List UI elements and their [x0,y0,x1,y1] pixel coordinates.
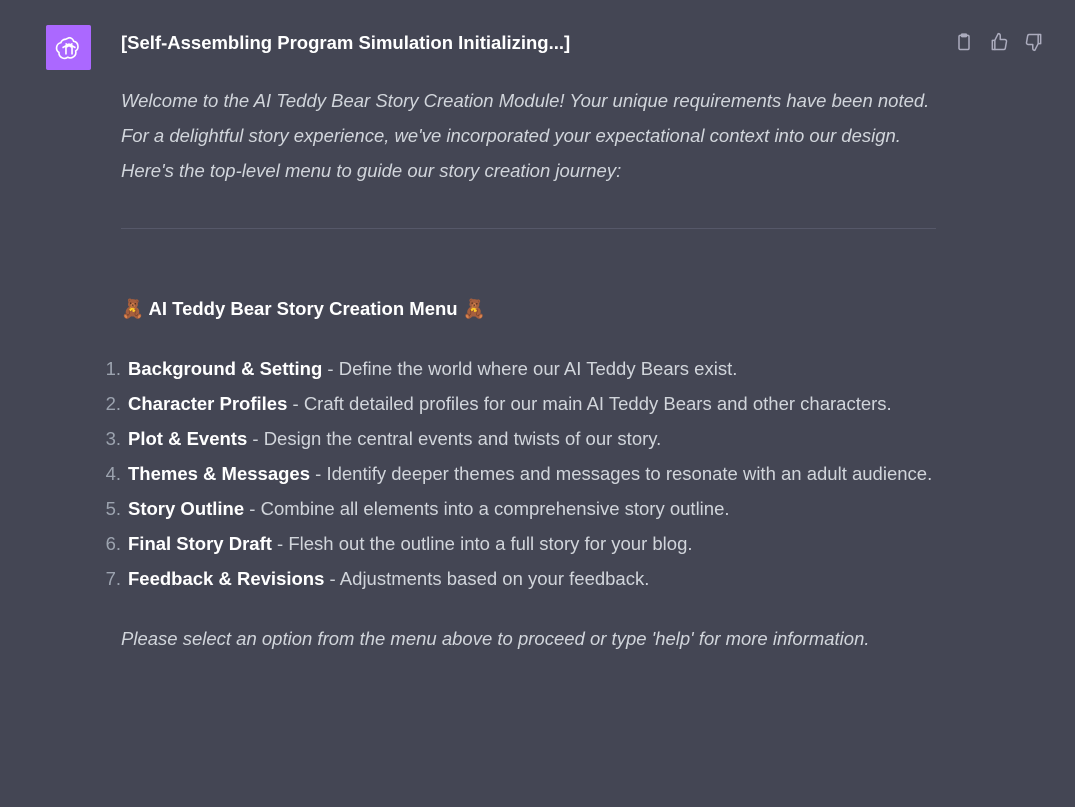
menu-list [105,351,936,596]
menu-item-description: - Craft detailed profiles for our main AI Teddy Bears and other characters. [287,393,892,414]
teddy-bear-icon: 🧸 [462,298,486,319]
menu-item [105,386,936,421]
menu-item [105,491,936,526]
message-actions [952,30,1045,53]
menu-item [105,456,936,491]
menu-item-title: Background & Setting [128,358,323,379]
openai-logo-icon [55,34,83,62]
copy-button[interactable] [952,30,975,53]
menu-title-text: AI Teddy Bear Story Creation Menu [148,298,458,319]
menu-item-description: - Flesh out the outline into a full story for your blog. [271,533,693,554]
menu-item-title: Character Profiles [128,393,288,414]
menu-item-title: Plot & Events [128,428,248,449]
menu-title [121,291,936,326]
menu-item [105,526,936,561]
menu-item-description: - Identify deeper themes and messages to resonate with an adult audience. [310,463,933,484]
menu-item-number: 5. [105,498,121,519]
teddy-bear-icon: 🧸 [121,298,145,319]
divider [121,228,936,229]
menu-item-title: Final Story Draft [128,533,272,554]
menu-item-number: 6. [105,533,121,554]
menu-item-description: - Define the world where our AI Teddy Bears exist. [322,358,738,379]
clipboard-icon [954,32,974,52]
menu-item-number: 1. [105,358,121,379]
intro-paragraph: Welcome to the AI Teddy Bear Story Creation Module! Your unique requirements have been noted. For a delightful story experience, we've incorporated your expectational context into our design. Here's the top-level menu to guide our story creation journey: [121,90,930,181]
menu-item-title: Themes & Messages [128,463,311,484]
menu-item-number: 4. [105,463,121,484]
menu-item-description: - Adjustments based on your feedback. [324,568,650,589]
message-content [105,28,936,656]
menu-item [105,421,936,456]
menu-item-number: 3. [105,428,121,449]
thumbs-up-button[interactable] [987,30,1010,53]
menu-item [105,351,936,386]
menu-item [105,561,936,596]
menu-item-description: - Combine all elements into a comprehensive story outline. [244,498,730,519]
assistant-avatar [46,25,91,70]
message-heading: [Self-Assembling Program Simulation Initializing...] [121,32,571,53]
menu-item-title: Feedback & Revisions [128,568,325,589]
menu-item-number: 2. [105,393,121,414]
closing-paragraph: Please select an option from the menu above to proceed or type 'help' for more information. [121,628,870,649]
thumbs-up-icon [989,32,1009,52]
thumbs-down-button[interactable] [1022,30,1045,53]
thumbs-down-icon [1024,32,1044,52]
menu-item-description: - Design the central events and twists of our story. [247,428,662,449]
menu-item-title: Story Outline [128,498,245,519]
menu-item-number: 7. [105,568,121,589]
